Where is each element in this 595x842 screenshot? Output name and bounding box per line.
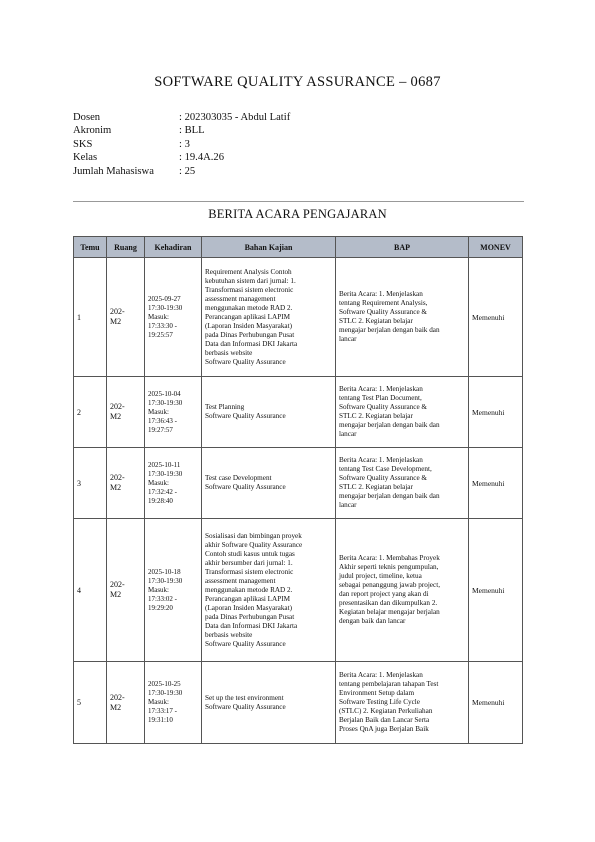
info-row-dosen [73,111,290,124]
document-title: SOFTWARE QUALITY ASSURANCE – 0687 [154,74,441,90]
cell-temu: 3 [74,448,107,519]
divider [73,201,524,202]
cell-bap: Berita Acara: 1. Menjelaskan tentang Test Case Development, Software Quality Assurance & STLC 2. Kegiatan belajar mengajar berjalan dengan baik dan lancar [336,448,469,519]
header-monev: MONEV [469,237,523,258]
info-row-jumlah-mahasiswa [73,165,290,178]
info-label: Jumlah Mahasiswa [73,165,154,177]
info-value: : 25 [179,165,196,177]
header-kehadiran: Kehadiran [145,237,202,258]
info-value: : 19.4A.26 [179,152,225,164]
header-bahan-kajian: Bahan Kajian [202,237,336,258]
info-row-akronim [73,124,290,137]
cell-bahan-kajian: Requirement Analysis Contoh kebutuhan sistem dari jurnal: 1. Transformasi sistem electronic assessment management menggunakan metode RAD 2. Perancangan aplikasi LAPIM (Laporan Insiden Masyarakat) pada Dinas Perhubungan Pusat Data dan Informasi DKI Jakarta berbasis website Software Quality Assurance [202,258,336,377]
table-row [74,377,523,448]
cell-monev: Memenuhi [469,662,523,744]
cell-ruang: 202- M2 [107,448,145,519]
cell-bahan-kajian: Sosialisasi dan bimbingan proyek akhir Software Quality Assurance Contoh studi kasus untuk tugas akhir bersumber dari jurnal: 1. Transformasi sistem electronic assessment management menggunakan metode RAD 2. Perancangan aplikasi LAPIM (Laporan Insiden Masyarakat) pada Dinas Perhubungan Pusat Data dan Informasi DKI Jakarta berbasis website Software Quality Assurance [202,519,336,662]
table-row [74,448,523,519]
berita-acara-table [73,236,523,744]
cell-bahan-kajian: Test Planning Software Quality Assurance [202,377,336,448]
cell-monev: Memenuhi [469,258,523,377]
cell-bap: Berita Acara: 1. Membahas Proyek Akhir seperti teknis pengumpulan, judul project, timeline, ketua sebagai penanggung jawab project, dan report project yang akan di presentasikan dan dikumpulkan 2. Kegiatan belajar mengajar berjalan dengan baik dan lancar [336,519,469,662]
info-row-sks [73,138,290,151]
header-ruang: Ruang [107,237,145,258]
cell-temu: 5 [74,662,107,744]
cell-bahan-kajian: Test case Development Software Quality Assurance [202,448,336,519]
cell-bap: Berita Acara: 1. Menjelaskan tentang pembelajaran tahapan Test Environment Setup dalam Software Testing Life Cycle (STLC) 2. Kegiatan Perkuliahan Berjalan Baik dan Lancar Serta Proses QnA juga Berjalan Baik [336,662,469,744]
cell-bap: Berita Acara: 1. Menjelaskan tentang Test Plan Document, Software Quality Assurance & STLC 2. Kegiatan belajar mengajar berjalan dengan baik dan lancar [336,377,469,448]
table-row [74,519,523,662]
cell-kehadiran: 2025-10-18 17:30-19:30 Masuk: 17:33:02 - 19:29:20 [145,519,202,662]
cell-ruang: 202- M2 [107,519,145,662]
section-title: BERITA ACARA PENGAJARAN [208,207,387,221]
cell-monev: Memenuhi [469,448,523,519]
course-info [73,111,290,178]
info-row-kelas [73,151,290,164]
cell-ruang: 202- M2 [107,377,145,448]
table-row [74,662,523,744]
info-value: : 202303035 - Abdul Latif [179,112,291,123]
cell-temu: 2 [74,377,107,448]
header-temu: Temu [74,237,107,258]
info-label: Dosen [73,112,101,123]
cell-monev: Memenuhi [469,519,523,662]
cell-temu: 1 [74,258,107,377]
cell-monev: Memenuhi [469,377,523,448]
header-bap: BAP [336,237,469,258]
cell-kehadiran: 2025-10-04 17:30-19:30 Masuk: 17:36:43 - 19:27:57 [145,377,202,448]
info-label: SKS [73,138,93,150]
info-label: Akronim [73,125,112,137]
cell-ruang: 202- M2 [107,662,145,744]
info-value: : 3 [179,138,190,150]
info-label: Kelas [73,152,98,164]
cell-kehadiran: 2025-10-25 17:30-19:30 Masuk: 17:33:17 - 19:31:10 [145,662,202,744]
info-value: : BLL [179,125,205,137]
cell-bahan-kajian: Set up the test environment Software Quality Assurance [202,662,336,744]
table-header-row [74,237,523,258]
cell-temu: 4 [74,519,107,662]
table-row [74,258,523,377]
cell-ruang: 202- M2 [107,258,145,377]
cell-bap: Berita Acara: 1. Menjelaskan tentang Requirement Analysis, Software Quality Assurance & STLC 2. Kegiatan belajar mengajar berjalan dengan baik dan lancar [336,258,469,377]
cell-kehadiran: 2025-10-11 17:30-19:30 Masuk: 17:32:42 - 19:28:40 [145,448,202,519]
cell-kehadiran: 2025-09-27 17:30-19:30 Masuk: 17:33:30 - 19:25:57 [145,258,202,377]
